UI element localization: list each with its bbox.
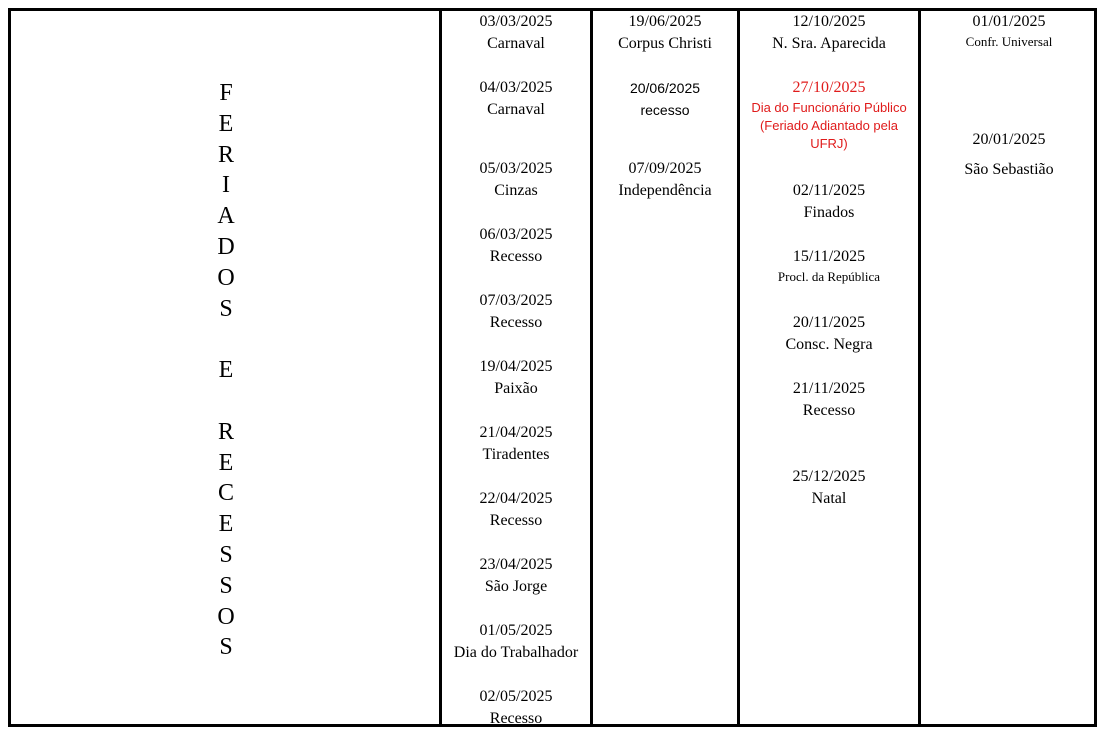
holiday-name: Dia do Trabalhador bbox=[453, 644, 579, 661]
holiday-name: Carnaval bbox=[487, 101, 545, 118]
title-letter: D bbox=[217, 233, 235, 260]
holiday-name: Recesso bbox=[489, 314, 543, 331]
holiday-date: 20/01/2025 bbox=[972, 131, 1046, 148]
holiday-name: Confr. Universal bbox=[965, 34, 1053, 49]
holiday-entry bbox=[442, 554, 590, 598]
title-letter: F bbox=[219, 80, 233, 106]
holiday-entry bbox=[442, 488, 590, 532]
holiday-entry-highlighted bbox=[740, 77, 918, 153]
holiday-name: Recesso bbox=[489, 710, 543, 727]
title-letter: O bbox=[217, 264, 235, 291]
title-letter: S bbox=[219, 295, 233, 322]
holiday-date: 06/03/2025 bbox=[479, 226, 553, 243]
holiday-name: Corpus Christi bbox=[618, 35, 712, 52]
holiday-name: Procl. da República bbox=[777, 269, 881, 284]
holiday-name-line: UFRJ) bbox=[810, 136, 848, 151]
holiday-name: Recesso bbox=[802, 402, 856, 419]
holiday-date: 23/04/2025 bbox=[479, 556, 553, 573]
title-letter: E bbox=[218, 449, 234, 476]
holiday-entry bbox=[740, 312, 918, 356]
holiday-name: São Sebastião bbox=[964, 161, 1054, 178]
title-letter: O bbox=[217, 603, 235, 630]
holiday-date: 03/03/2025 bbox=[479, 13, 553, 30]
holiday-entry bbox=[921, 129, 1097, 181]
holiday-name: Consc. Negra bbox=[785, 336, 873, 353]
holiday-date: 07/03/2025 bbox=[479, 292, 553, 309]
holiday-entry bbox=[593, 11, 737, 55]
holiday-name: Recesso bbox=[489, 248, 543, 265]
holiday-date: 07/09/2025 bbox=[628, 160, 702, 177]
holiday-entry bbox=[740, 246, 918, 286]
holiday-date: 21/11/2025 bbox=[792, 380, 866, 397]
holiday-date: 20/06/2025 bbox=[629, 80, 701, 96]
holiday-name: Finados bbox=[803, 204, 855, 221]
holiday-date: 19/04/2025 bbox=[479, 358, 553, 375]
title-letter: S bbox=[219, 634, 233, 661]
title-letter: E bbox=[218, 110, 234, 137]
holiday-entry bbox=[921, 11, 1097, 51]
holiday-name: N. Sra. Aparecida bbox=[772, 35, 886, 52]
holiday-date: 01/01/2025 bbox=[972, 13, 1046, 30]
holiday-date: 19/06/2025 bbox=[628, 13, 702, 30]
holiday-entry bbox=[442, 11, 590, 55]
holiday-name: Independência bbox=[618, 182, 712, 199]
holiday-name: Tiradentes bbox=[482, 446, 550, 463]
holiday-date: 05/03/2025 bbox=[479, 160, 553, 177]
holiday-date: 04/03/2025 bbox=[479, 79, 553, 96]
holiday-entry bbox=[593, 158, 737, 202]
holiday-date: 21/04/2025 bbox=[479, 424, 553, 441]
holiday-date: 12/10/2025 bbox=[792, 13, 866, 30]
holiday-name: São Jorge bbox=[484, 578, 548, 595]
holiday-name-line: (Feriado Adiantado pela bbox=[759, 118, 899, 133]
holiday-entry bbox=[593, 77, 737, 121]
title-letter: E bbox=[218, 357, 234, 384]
holiday-date: 02/11/2025 bbox=[792, 182, 866, 199]
title-letter: I bbox=[222, 172, 230, 199]
holidays-table bbox=[8, 8, 1097, 727]
holiday-date: 15/11/2025 bbox=[792, 248, 866, 265]
holiday-entry bbox=[740, 466, 918, 510]
title-spacer bbox=[11, 324, 441, 355]
holiday-date: 27/10/2025 bbox=[792, 79, 866, 96]
title-letter: R bbox=[217, 418, 234, 445]
holiday-entry bbox=[442, 158, 590, 202]
title-letter: C bbox=[217, 480, 234, 507]
holiday-name: Natal bbox=[811, 490, 847, 507]
title-letter: A bbox=[217, 203, 235, 230]
holiday-date: 22/04/2025 bbox=[479, 490, 553, 507]
title-letter: E bbox=[218, 511, 234, 538]
holiday-entry bbox=[442, 422, 590, 466]
holiday-entry bbox=[442, 290, 590, 334]
title-letter: S bbox=[219, 572, 233, 599]
holiday-name-line: Dia do Funcionário Público bbox=[751, 100, 907, 115]
column-divider bbox=[918, 11, 921, 724]
holiday-entry bbox=[442, 686, 590, 730]
holiday-date: 20/11/2025 bbox=[792, 314, 866, 331]
holiday-entry bbox=[442, 356, 590, 400]
holiday-name: Recesso bbox=[489, 512, 543, 529]
title-letter: S bbox=[219, 541, 233, 568]
holiday-entry bbox=[442, 77, 590, 121]
holiday-name: Carnaval bbox=[487, 35, 545, 52]
holiday-entry bbox=[740, 11, 918, 55]
holiday-date: 02/05/2025 bbox=[479, 688, 553, 705]
holiday-entry bbox=[442, 224, 590, 268]
holiday-date: 25/12/2025 bbox=[792, 468, 866, 485]
holiday-name: Cinzas bbox=[494, 182, 538, 199]
holiday-name: Paixão bbox=[494, 380, 538, 397]
holiday-entry bbox=[442, 620, 590, 664]
holiday-entry bbox=[740, 180, 918, 224]
holiday-name: recesso bbox=[640, 102, 690, 118]
holiday-date: 01/05/2025 bbox=[479, 622, 553, 639]
title-spacer bbox=[11, 386, 441, 417]
holiday-entry bbox=[740, 378, 918, 422]
vertical-title bbox=[11, 78, 441, 663]
title-letter: R bbox=[217, 141, 234, 168]
